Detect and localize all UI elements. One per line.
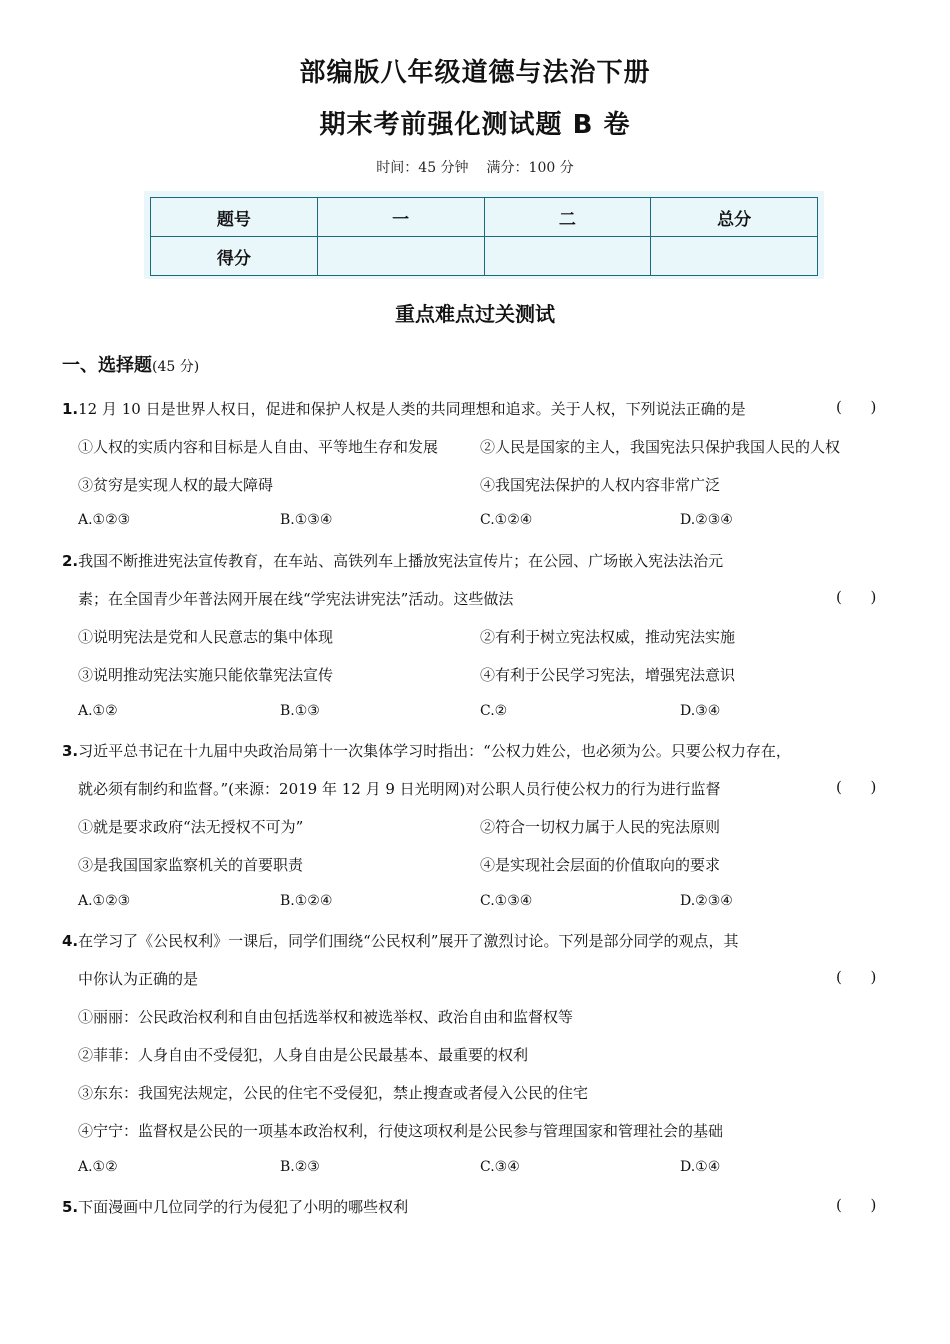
score-cell: 得分: [151, 237, 318, 276]
score-cell: 二: [484, 198, 651, 237]
exam-info: [0, 157, 950, 177]
answer-choice[interactable]: B.①③: [280, 703, 320, 719]
part-points: (45 分): [152, 359, 200, 375]
question-number: 5.: [62, 1198, 79, 1216]
statement-option: ④有利于公民学习宪法，增强宪法意识: [480, 666, 736, 684]
answer-choice[interactable]: B.①②④: [280, 893, 333, 909]
statement-option: ①丽丽：公民政治权利和自由包括选举权和被选举权、政治自由和监督权等: [78, 1008, 574, 1026]
score-input-cell[interactable]: [651, 237, 818, 276]
score-input-cell[interactable]: [484, 237, 651, 276]
question-text-continued: 中你认为正确的是: [78, 970, 199, 988]
question-text: 12 月 10 日是世界人权日，促进和保护人权是人类的共同理想和追求。关于人权，下列说法正确的是: [78, 400, 746, 418]
question-number: 4.: [62, 932, 79, 950]
answer-choice[interactable]: D.①④: [680, 1159, 721, 1175]
answer-choice[interactable]: C.③④: [480, 1159, 520, 1175]
statement-option: ①就是要求政府“法无授权不可为”: [78, 818, 304, 836]
part-title-text: 一、选择题: [62, 355, 152, 376]
question-text: 下面漫画中几位同学的行为侵犯了小明的哪些权利: [78, 1198, 409, 1216]
question-stem: [62, 1196, 408, 1217]
answer-bracket[interactable]: ( ): [836, 1196, 877, 1214]
statement-option: ③是我国国家监察机关的首要职责: [78, 856, 304, 874]
answer-bracket[interactable]: ( ): [836, 778, 877, 796]
score-table: [150, 197, 818, 276]
answer-bracket[interactable]: ( ): [836, 398, 877, 416]
statement-option: ③说明推动宪法实施只能依靠宪法宣传: [78, 666, 334, 684]
answer-choice[interactable]: C.②: [480, 703, 508, 719]
answer-choice[interactable]: A.①②: [78, 1159, 118, 1175]
statement-option: ④我国宪法保护的人权内容非常广泛: [480, 476, 721, 494]
answer-choice[interactable]: A.①②③: [78, 512, 131, 528]
statement-option: ②有利于树立宪法权威，推动宪法实施: [480, 628, 736, 646]
exam-time: 时间：45 分钟: [376, 160, 469, 176]
statement-option: ②人民是国家的主人，我国宪法只保护我国人民的人权: [480, 438, 841, 456]
document-title: 部编版八年级道德与法治下册: [299, 58, 651, 88]
question-text-continued: 素；在全国青少年普法网开展在线“学宪法讲宪法”活动。这些做法: [78, 590, 514, 608]
question-number: 3.: [62, 742, 79, 760]
statement-option: ①说明宪法是党和人民意志的集中体现: [78, 628, 334, 646]
question-text-continued: 就必须有制约和监督。”(来源：2019 年 12 月 9 日光明网)对公职人员行使公权力的行为进行监督: [78, 780, 721, 798]
question-stem: [62, 740, 791, 761]
score-table-score-row: [151, 237, 818, 276]
question-stem: [62, 398, 746, 419]
question-stem: [62, 930, 738, 951]
statement-option: ②符合一切权力属于人民的宪法原则: [480, 818, 721, 836]
question-stem: [62, 550, 723, 571]
score-input-cell[interactable]: [317, 237, 484, 276]
answer-bracket[interactable]: ( ): [836, 588, 877, 606]
statement-option: ②菲菲：人身自由不受侵犯，人身自由是公民最基本、最重要的权利: [78, 1046, 529, 1064]
part-title: [62, 351, 199, 377]
answer-bracket[interactable]: ( ): [836, 968, 877, 986]
question-text: 习近平总书记在十九届中央政治局第十一次集体学习时指出：“公权力姓公，也必须为公。只要公权力存在，: [78, 742, 791, 760]
answer-choice[interactable]: A.①②③: [78, 893, 131, 909]
answer-choice[interactable]: C.①②④: [480, 512, 533, 528]
question-text: 在学习了《公民权利》一课后，同学们围绕“公民权利”展开了激烈讨论。下列是部分同学的观点，其: [78, 932, 739, 950]
section-title: 重点难点过关测试: [395, 302, 555, 326]
statement-option: ③东东：我国宪法规定，公民的住宅不受侵犯，禁止搜查或者侵入公民的住宅: [78, 1084, 589, 1102]
document-subtitle: 期末考前强化测试题 B 卷: [319, 110, 631, 140]
statement-option: ①人权的实质内容和目标是人自由、平等地生存和发展: [78, 438, 439, 456]
statement-option: ④宁宁：监督权是公民的一项基本政治权利，行使这项权利是公民参与管理国家和管理社会的基础: [78, 1122, 724, 1140]
answer-choice[interactable]: D.③④: [680, 703, 721, 719]
statement-option: ③贫穷是实现人权的最大障碍: [78, 476, 274, 494]
question-text: 我国不断推进宪法宣传教育，在车站、高铁列车上播放宪法宣传片；在公园、广场嵌入宪法法治元: [78, 552, 724, 570]
answer-choice[interactable]: B.①③④: [280, 512, 333, 528]
answer-choice[interactable]: C.①③④: [480, 893, 533, 909]
answer-choice[interactable]: B.②③: [280, 1159, 320, 1175]
score-cell: 题号: [151, 198, 318, 237]
score-cell: 一: [317, 198, 484, 237]
exam-full-score: 满分：100 分: [486, 160, 574, 176]
answer-choice[interactable]: D.②③④: [680, 512, 733, 528]
statement-option: ④是实现社会层面的价值取向的要求: [480, 856, 721, 874]
answer-choice[interactable]: D.②③④: [680, 893, 733, 909]
score-cell: 总分: [651, 198, 818, 237]
score-table-header-row: [151, 198, 818, 237]
question-number: 1.: [62, 400, 79, 418]
question-number: 2.: [62, 552, 79, 570]
answer-choice[interactable]: A.①②: [78, 703, 118, 719]
